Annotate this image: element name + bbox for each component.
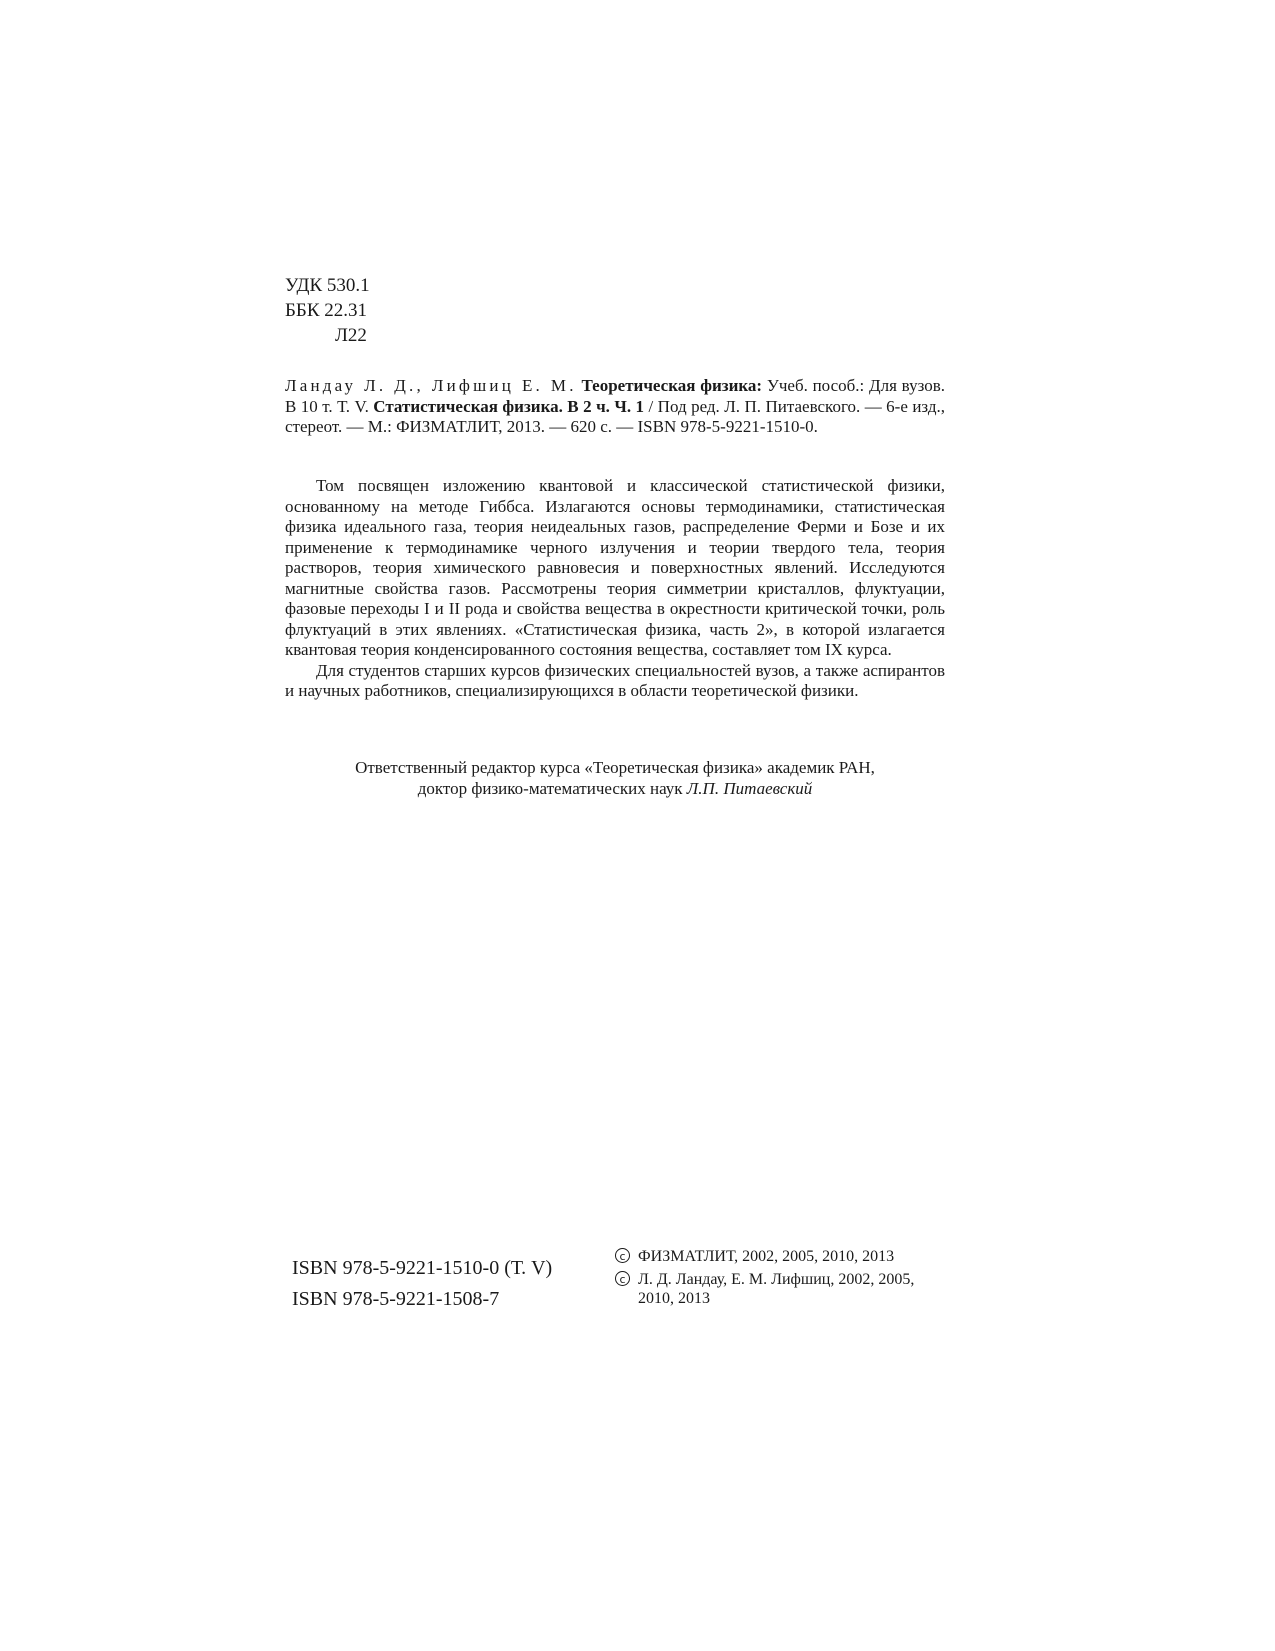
abstract-paragraph-2: Для студентов старших курсов физических специальностей вузов, а также аспирантов и научных работников, специализирующихся в области теоретической физики. bbox=[285, 660, 945, 700]
editor-degree: доктор физико-математических наук bbox=[417, 778, 687, 798]
bibliographic-citation bbox=[285, 376, 945, 438]
abstract-paragraph-1: Том посвящен изложению квантовой и классической статистической физики, основанному на методе Гиббса. Излагаются основы термодинамики, статистическая физика идеального газа, теория неидеальных газов, распределение Ферми и Бозе и их применение к термодинамике черного излучения и теории твердого тела, теория растворов, теория химического равновесия и поверхностных явлений. Исследуются магнитные свойства газов. Рассмотрены теория симметрии кристаллов, флуктуации, фазовые переходы I и II рода и свойства вещества в окрестности критической точки, роль флуктуаций в этих явлениях. «Статистическая физика, часть 2», в которой излагается квантовая теория конденсированного состояния вещества, составляет том IX курса. bbox=[285, 476, 945, 659]
citation-series-title: Теоретическая физика: bbox=[581, 376, 763, 395]
citation-text bbox=[285, 376, 945, 438]
copyright-publisher-text: ФИЗМАТЛИТ, 2002, 2005, 2010, 2013 bbox=[638, 1248, 895, 1265]
copyright-authors bbox=[615, 1270, 945, 1308]
bbk-code: ББК 22.31 bbox=[285, 300, 367, 321]
isbn-set: ISBN 978-5-9221-1508-7 bbox=[292, 1288, 500, 1310]
copyright-publisher bbox=[615, 1247, 945, 1266]
classification-codes bbox=[285, 273, 370, 348]
citation-volume-title: Статистическая физика. В 2 ч. Ч. 1 bbox=[373, 396, 645, 416]
copyright-icon: c bbox=[615, 1248, 630, 1263]
author-mark: Л22 bbox=[335, 325, 367, 346]
citation-authors: Ландау Л. Д., Лифшиц Е. М. bbox=[285, 376, 577, 395]
copyright-icon: c bbox=[615, 1271, 630, 1286]
citation-part1: Учеб. пособ.: Для вузов. В 10 т. Т. V. bbox=[285, 376, 945, 416]
citation-part2: / Под ред. Л. П. Питаевского. — 6-е изд., стереот. — М.: ФИЗМАТЛИТ, 2013. — 620 с. — ISBN 978-5-9221-1510-0. bbox=[285, 396, 945, 436]
copyright-block bbox=[615, 1247, 945, 1312]
abstract bbox=[285, 476, 945, 702]
isbn-volume: ISBN 978-5-9221-1510-0 (Т. V) bbox=[292, 1257, 553, 1279]
udk-code: УДК 530.1 bbox=[285, 275, 370, 296]
responsible-editor bbox=[285, 758, 945, 799]
editor-name: Л.П. Питаевский bbox=[686, 778, 813, 798]
editor-line-2 bbox=[285, 779, 945, 800]
editor-line-1: Ответственный редактор курса «Теоретическая физика» академик РАН, bbox=[355, 758, 875, 777]
copyright-authors-text: Л. Д. Ландау, Е. М. Лифшиц, 2002, 2005, 2010, 2013 bbox=[638, 1271, 915, 1307]
isbn-block bbox=[292, 1253, 552, 1315]
